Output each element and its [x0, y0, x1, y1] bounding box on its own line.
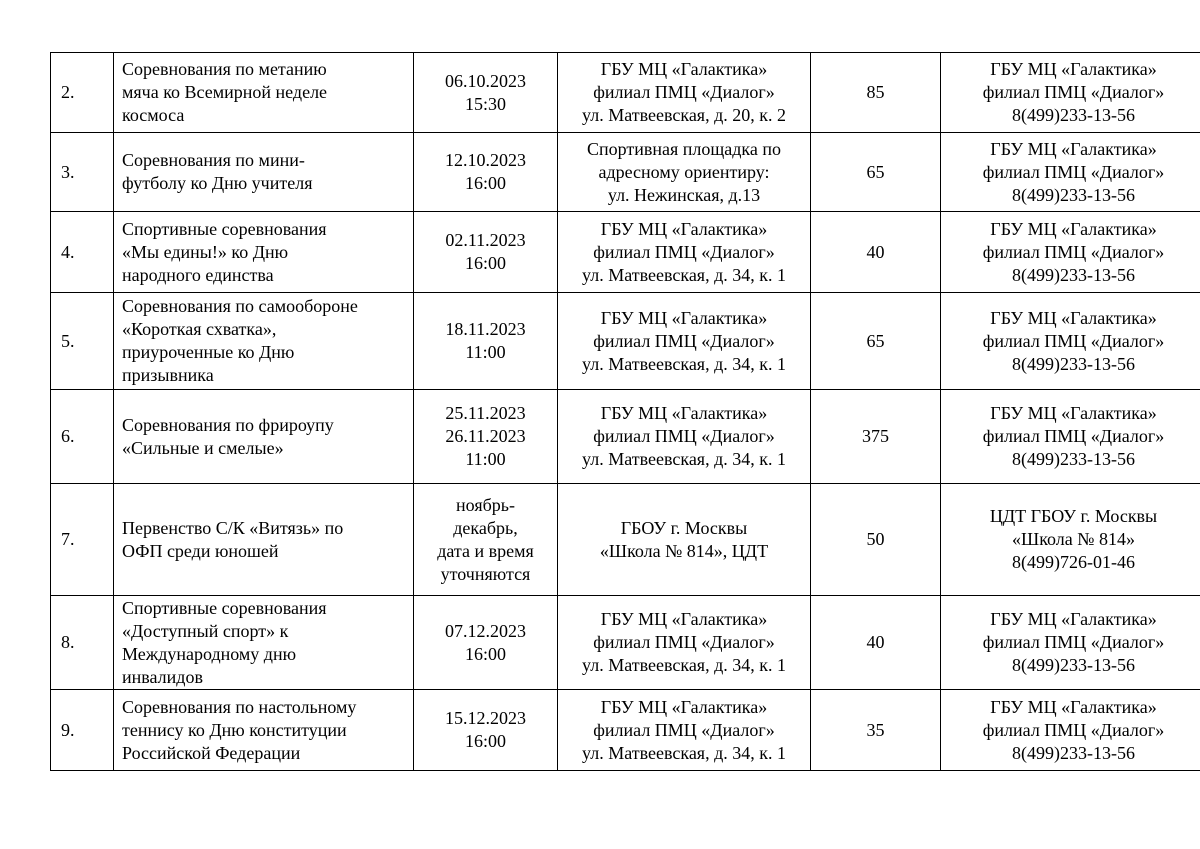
event-date-cell — [414, 390, 558, 484]
event-date-line: 16:00 — [464, 643, 506, 664]
event-place-cell — [558, 596, 811, 690]
event-place-line: ГБУ МЦ «Галактика» — [600, 307, 768, 328]
event-name-line: космоса — [122, 105, 185, 125]
event-place-line: ГБУ МЦ «Галактика» — [600, 59, 768, 79]
event-date-line: 12.10.2023 — [445, 150, 526, 170]
contact-line: 8(499)233-13-56 — [1012, 655, 1135, 675]
table-row — [51, 53, 1200, 133]
event-name-line: «Мы едины!» ко Дню — [122, 241, 289, 262]
contact-line: 8(499)726-01-46 — [1012, 552, 1135, 572]
contact-cell — [941, 690, 1200, 771]
participants-count-cell: 85 — [811, 53, 941, 133]
event-date-line: 11:00 — [465, 342, 506, 362]
contact-cell — [941, 390, 1200, 484]
contact-line: 8(499)233-13-56 — [1012, 184, 1135, 205]
event-name-line: Спортивные соревнования — [122, 597, 327, 618]
contact-line: 8(499)233-13-56 — [1012, 449, 1135, 469]
event-name-cell — [114, 596, 414, 690]
event-date-line: 16:00 — [464, 731, 506, 751]
table-row — [51, 484, 1200, 596]
event-place-line: «Школа № 814», ЦДТ — [599, 540, 769, 561]
event-name-line: Первенство С/К «Витязь» по — [122, 517, 344, 538]
event-date-line: ноябрь- — [456, 494, 515, 515]
event-place-line: ул. Матвеевская, д. 34, к. 1 — [582, 655, 786, 675]
contact-line: 8(499)233-13-56 — [1012, 264, 1135, 285]
event-date-cell — [414, 484, 558, 596]
event-name-line: Российской Федерации — [122, 742, 301, 763]
participants-count-cell: 40 — [811, 596, 941, 690]
contact-cell — [941, 53, 1200, 133]
event-place-line: ул. Нежинская, д.13 — [607, 184, 761, 205]
event-date-line: 15:30 — [464, 93, 506, 114]
event-place-cell — [558, 690, 811, 771]
table-row — [51, 690, 1200, 771]
event-name-line: «Короткая схватка», — [122, 319, 277, 339]
contact-line: ГБУ МЦ «Галактика» — [990, 138, 1157, 159]
participants-count-cell: 35 — [811, 690, 941, 771]
event-name-line: приуроченные ко Дню — [122, 342, 295, 362]
event-name-cell — [114, 293, 414, 390]
event-place-line: филиал ПМЦ «Диалог» — [593, 330, 775, 351]
event-name-line: Соревнования по настольному — [122, 696, 357, 717]
row-number-cell: 5. — [51, 293, 114, 390]
event-place-line: ул. Матвеевская, д. 34, к. 1 — [582, 264, 786, 285]
event-date-cell — [414, 690, 558, 771]
event-name-line: Международному дню — [122, 643, 297, 664]
contact-cell — [941, 596, 1200, 690]
participants-count-cell: 65 — [811, 133, 941, 212]
event-name-line: ОФП среди юношей — [122, 540, 279, 561]
row-number-cell: 7. — [51, 484, 114, 596]
contact-line: 8(499)233-13-56 — [1012, 105, 1135, 125]
event-name-line: народного единства — [122, 264, 274, 285]
contact-line: филиал ПМЦ «Диалог» — [982, 161, 1165, 182]
contact-cell — [941, 212, 1200, 293]
event-name-line: призывника — [122, 365, 214, 385]
contact-line: филиал ПМЦ «Диалог» — [982, 632, 1165, 652]
table-row — [51, 390, 1200, 484]
event-name-cell — [114, 53, 414, 133]
event-place-cell — [558, 53, 811, 133]
event-name-cell — [114, 212, 414, 293]
contact-line: ГБУ МЦ «Галактика» — [990, 59, 1157, 79]
event-name-line: «Доступный спорт» к — [122, 620, 289, 641]
contact-line: 8(499)233-13-56 — [1012, 742, 1135, 763]
contact-cell — [941, 293, 1200, 390]
event-place-line: ул. Матвеевская, д. 34, к. 1 — [582, 353, 786, 374]
event-name-line: инвалидов — [122, 666, 203, 687]
contact-line: филиал ПМЦ «Диалог» — [982, 241, 1165, 262]
events-table — [50, 52, 1200, 771]
contact-line: ГБУ МЦ «Галактика» — [990, 696, 1157, 717]
event-name-line: «Сильные и смелые» — [122, 437, 284, 458]
row-number-cell: 8. — [51, 596, 114, 690]
event-place-line: адресному ориентиру: — [598, 161, 770, 182]
contact-line: ГБУ МЦ «Галактика» — [990, 307, 1157, 328]
contact-line: ГБУ МЦ «Галактика» — [990, 403, 1157, 423]
event-date-line: 18.11.2023 — [445, 319, 526, 339]
event-place-cell — [558, 133, 811, 212]
event-date-line: дата и время — [437, 540, 534, 561]
event-name-line: Соревнования по самообороне — [122, 296, 358, 316]
row-number-cell: 6. — [51, 390, 114, 484]
event-date-line: уточняются — [440, 563, 531, 584]
event-name-cell — [114, 690, 414, 771]
event-place-line: ГБУ МЦ «Галактика» — [600, 218, 768, 239]
event-date-line: 16:00 — [464, 173, 506, 193]
event-name-line: мяча ко Всемирной неделе — [122, 82, 328, 102]
event-name-cell — [114, 390, 414, 484]
event-name-line: Соревнования по мини- — [122, 150, 305, 170]
row-number-cell: 9. — [51, 690, 114, 771]
event-date-cell — [414, 53, 558, 133]
event-place-cell — [558, 293, 811, 390]
event-date-line: 15.12.2023 — [445, 708, 526, 728]
event-date-line: 07.12.2023 — [445, 620, 526, 641]
event-place-line: ул. Матвеевская, д. 20, к. 2 — [582, 105, 786, 125]
event-place-line: ул. Матвеевская, д. 34, к. 1 — [582, 449, 786, 469]
events-table-body — [51, 53, 1200, 771]
event-date-cell — [414, 293, 558, 390]
contact-line: ЦДТ ГБОУ г. Москвы — [989, 506, 1158, 526]
event-place-cell — [558, 484, 811, 596]
event-name-line: Соревнования по метанию — [122, 59, 327, 79]
event-name-line: футболу ко Дню учителя — [122, 173, 313, 193]
event-date-line: 06.10.2023 — [445, 70, 526, 91]
event-name-line: теннису ко Дню конституции — [122, 719, 347, 740]
table-row — [51, 293, 1200, 390]
event-place-line: Спортивная площадка по — [586, 138, 782, 159]
event-place-line: филиал ПМЦ «Диалог» — [593, 719, 775, 740]
event-place-line: филиал ПМЦ «Диалог» — [593, 632, 775, 652]
event-place-line: филиал ПМЦ «Диалог» — [593, 241, 775, 262]
event-date-cell — [414, 212, 558, 293]
row-number-cell: 2. — [51, 53, 114, 133]
event-place-cell — [558, 390, 811, 484]
event-date-line: 25.11.2023 — [445, 403, 526, 423]
contact-line: филиал ПМЦ «Диалог» — [982, 426, 1165, 446]
contact-line: филиал ПМЦ «Диалог» — [982, 330, 1165, 351]
event-date-line: 16:00 — [464, 253, 506, 273]
event-name-cell — [114, 484, 414, 596]
table-row — [51, 596, 1200, 690]
event-place-line: ул. Матвеевская, д. 34, к. 1 — [582, 742, 786, 763]
event-place-line: ГБОУ г. Москвы — [620, 517, 748, 538]
event-date-line: декабрь, — [453, 517, 518, 538]
contact-cell — [941, 484, 1200, 596]
event-date-line: 26.11.2023 — [445, 426, 526, 446]
event-date-line: 02.11.2023 — [445, 230, 526, 250]
row-number-cell: 3. — [51, 133, 114, 212]
event-place-line: ГБУ МЦ «Галактика» — [600, 609, 768, 629]
participants-count-cell: 40 — [811, 212, 941, 293]
event-place-line: филиал ПМЦ «Диалог» — [593, 82, 775, 102]
contact-line: ГБУ МЦ «Галактика» — [990, 609, 1157, 629]
contact-line: ГБУ МЦ «Галактика» — [990, 218, 1157, 239]
row-number-cell: 4. — [51, 212, 114, 293]
table-row — [51, 133, 1200, 212]
event-name-line: Соревнования по фрироупу — [122, 414, 334, 435]
event-date-line: 11:00 — [465, 449, 506, 469]
event-place-line: ГБУ МЦ «Галактика» — [600, 696, 768, 717]
participants-count-cell: 375 — [811, 390, 941, 484]
participants-count-cell: 65 — [811, 293, 941, 390]
event-place-line: ГБУ МЦ «Галактика» — [600, 403, 768, 423]
event-name-cell — [114, 133, 414, 212]
event-place-cell — [558, 212, 811, 293]
contact-line: филиал ПМЦ «Диалог» — [982, 82, 1165, 102]
event-date-cell — [414, 596, 558, 690]
contact-line: 8(499)233-13-56 — [1012, 353, 1135, 374]
event-name-line: Спортивные соревнования — [122, 218, 327, 239]
table-row — [51, 212, 1200, 293]
participants-count-cell: 50 — [811, 484, 941, 596]
contact-cell — [941, 133, 1200, 212]
event-date-cell — [414, 133, 558, 212]
event-place-line: филиал ПМЦ «Диалог» — [593, 426, 775, 446]
contact-line: филиал ПМЦ «Диалог» — [982, 719, 1165, 740]
contact-line: «Школа № 814» — [1012, 529, 1135, 549]
